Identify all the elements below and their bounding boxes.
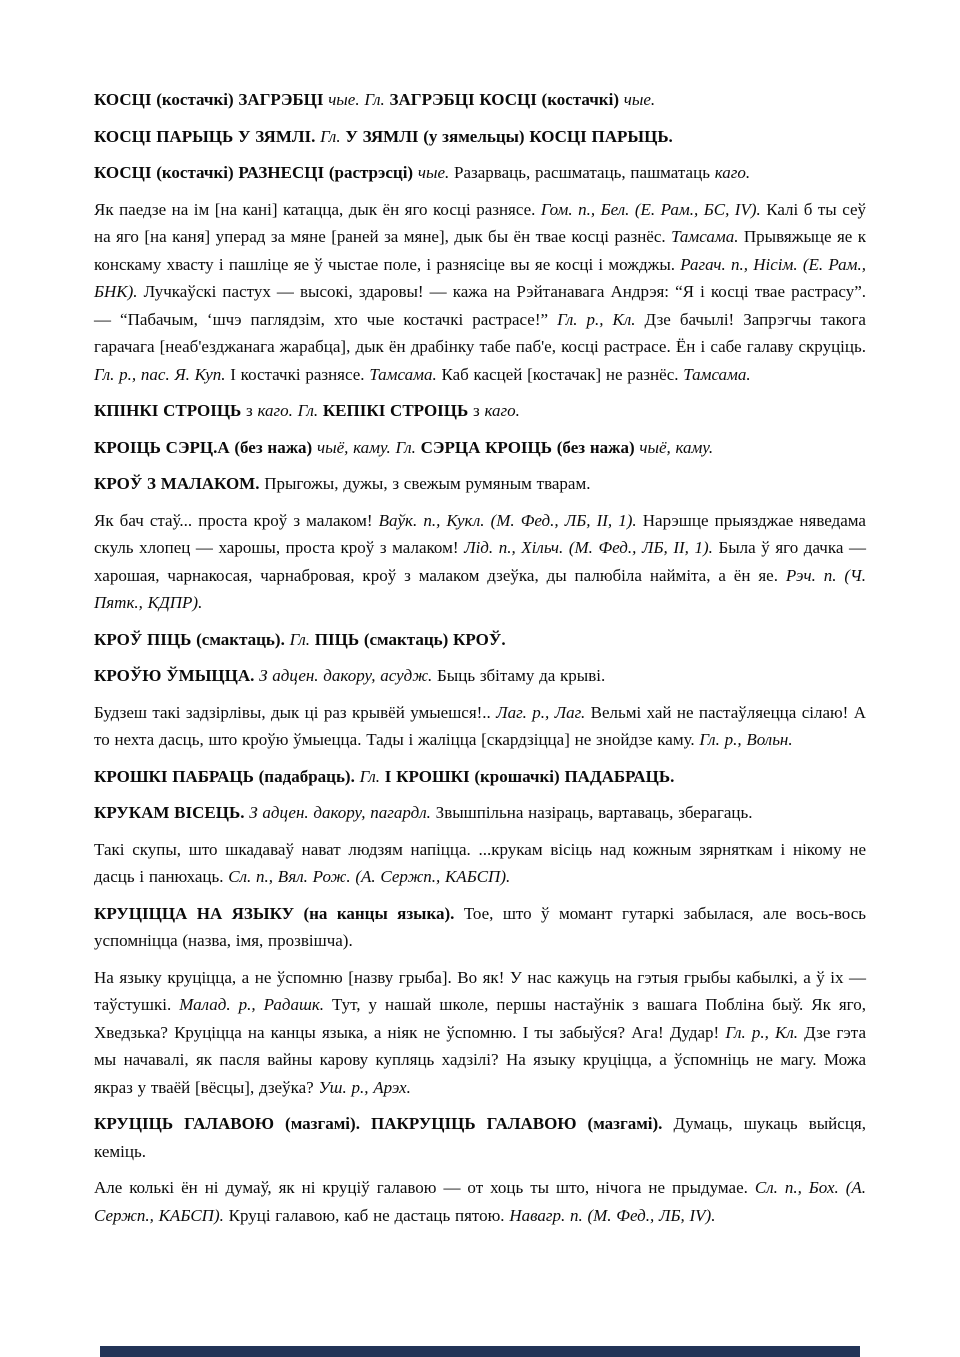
source-reference-text: Гом. п., Бел. (Е. Рам., БС, IV). <box>540 199 767 219</box>
source-reference-text: Гл. р., Кл. <box>557 309 645 329</box>
body-text: Такі скупы, што шкадаваў нават людзям напіцца. ...крукам вісіць над кожным зярняткам і нікому не дасць і панюхаць. <box>94 839 866 886</box>
body-text: Тут, у нашай школе, першы настаўнік з вашага Побліна быў. Як яго, Хведзька? Круціцца на канцы языка, а ніяк не ўспомню. І ты забыўся? Ага! Дудар! <box>94 995 866 1042</box>
source-reference-text: Уш. р., Арэх. <box>318 1077 411 1097</box>
body-text: з <box>246 401 258 420</box>
dictionary-entry-paragraph <box>94 662 866 690</box>
source-reference-text: Навагр. п. (М. Фед., ЛБ, IV). <box>509 1205 716 1225</box>
source-reference-text: Гл. <box>289 629 315 649</box>
body-text: Была ў яго дачка — харошая, чарнакосая, чарнабровая, кроў з малаком дзеўка, ды палюбіла найміта, а ён яе. <box>94 538 866 585</box>
source-reference-text: Гл. р., Кл. <box>725 1022 805 1042</box>
headword-text: КРОЎЮ ЎМЫЦЦА. <box>94 666 260 685</box>
source-reference-text: Рагач. п., Нісім. (Е. Рам., БНК). <box>94 254 866 301</box>
source-reference-text: Рэч. п. (Ч. Пятк., КДПР). <box>94 565 866 612</box>
body-text: Будзеш такі задзірлівы, дык ці раз крывёй умыешся!.. <box>94 702 497 722</box>
source-reference-text: З адцен. дакору, асудж. <box>259 666 438 685</box>
dictionary-entry-paragraph <box>94 159 866 187</box>
dictionary-entry-paragraph <box>94 123 866 151</box>
body-text: Як бач стаў... проста кроў з малаком! <box>94 510 379 530</box>
body-text: Лучкаўскі пастух — высокі, здаровы! — кажа на Рэйтанавага Андрэя: “Я і косці твае растрасу”. — “Пабачым, ‘шчэ паглядзім, хто чые костачкі растрасе!” <box>94 282 866 329</box>
source-reference-text: чые. Гл. <box>328 90 390 109</box>
source-reference-text: Малад. р., Радашк. <box>179 995 333 1014</box>
dictionary-entry-paragraph <box>94 799 866 827</box>
body-text: Прывяжыце яе к конскаму хвасту і пашліце яе ў чыстае поле, і разнясіце вы яе косці і можджы. <box>94 227 866 274</box>
source-reference-text: каго. Гл. <box>257 401 323 420</box>
dictionary-entry-paragraph <box>94 397 866 425</box>
dictionary-entry-paragraph <box>94 470 866 498</box>
headword-text: КОСЦІ ПАРЫЦЬ У ЗЯМЛІ. <box>94 126 321 146</box>
body-text: з <box>473 401 485 420</box>
illustration-paragraph <box>94 507 866 617</box>
body-text: Але колькі ён ні думаў, як ні круціў галавою — от хоць ты што, нічога не прыдумае. <box>94 1178 755 1197</box>
body-text: Дзе бачылі! Запрэгчы такога гарачага [неаб'езджанага жарабца], дык ён драбінку табе паб'е, косці растрасе. Ён і сабе галаву скруціць. <box>94 309 866 356</box>
body-text: Круці галавою, каб не дастаць пятою. <box>228 1205 510 1225</box>
dictionary-entry-paragraph <box>94 900 866 955</box>
headword-text: У ЗЯМЛІ (у зямельцы) КОСЦІ ПАРЫЦЬ. <box>345 126 673 146</box>
headword-text: ПІЦЬ (смактаць) КРОЎ. <box>314 629 506 649</box>
dictionary-entry-paragraph <box>94 434 866 462</box>
source-reference-text: чые. <box>623 90 656 109</box>
illustration-paragraph <box>94 1174 866 1229</box>
body-text: Думаць, шукаць выйсця, кеміць. <box>94 1114 866 1161</box>
dictionary-entry-paragraph <box>94 1110 866 1165</box>
headword-text: КРУЦІЦЦА НА ЯЗЫКУ (на канцы языка). <box>94 903 464 923</box>
body-text: Дзе гэта мы начавалі, як пасля вайны карову купляць хадзілі? На языку круціцца, а ўспомніць не магу. Можа якраз у тваёй [вёсцы], дзеўка? <box>94 1022 866 1097</box>
illustration-paragraph <box>94 699 866 754</box>
source-reference-text: каго. <box>484 401 520 420</box>
source-reference-text: Гл. р., пас. Я. Куп. <box>94 364 231 384</box>
body-text: Нарэшце прыязджае няведама скуль хлопец — харошы, проста кроў з малаком! <box>94 510 866 557</box>
illustration-paragraph <box>94 964 866 1102</box>
source-reference-text: Лаг. р., Лаг. <box>496 702 591 722</box>
headword-text: І КРОШКІ (крошачкі) ПАДАБРАЦЬ. <box>384 766 675 786</box>
headword-text: КРОШКІ ПАБРАЦЬ (падабраць). <box>94 766 360 786</box>
source-reference-text: чые. <box>417 163 455 182</box>
headword-text: КРОІЦЬ СЭРЦ.А (без нажа) <box>94 437 317 457</box>
body-text: Прыгожы, дужы, з свежым румяным тварам. <box>264 474 591 493</box>
source-reference-text: чыё, каму. <box>639 437 714 457</box>
source-reference-text: З адцен. дакору, пагардл. <box>249 803 436 822</box>
illustration-paragraph <box>94 196 866 389</box>
body-text: Вельмі хай не пастаўляецца сілаю! А то нехта дасць, што кроўю ўмыецца. Тады і жаліцца [скардзіцца] не знойдзе каму. <box>94 702 866 749</box>
source-reference-text: Ваўк. п., Кукл. (М. Фед., ЛБ, II, 1). <box>378 510 643 530</box>
body-text: Тое, што ў момант гутаркі забылася, але вось-вось успомніцца (назва, імя, прозвішча). <box>94 903 866 950</box>
dictionary-entry-paragraph <box>94 626 866 654</box>
body-text: Звышпільна назіраць, вартаваць, зберагаць. <box>435 803 753 822</box>
body-text: Разарваць, расшматаць, пашматаць <box>454 163 715 182</box>
body-text: Як паедзе на ім [на кані] катацца, дык ён яго косці разнясе. <box>94 199 541 219</box>
source-reference-text: Гл. р., Вольн. <box>699 730 793 749</box>
headword-text: КОСЦІ (костачкі) ЗАГРЭБЦІ <box>94 90 329 109</box>
body-text: І костачкі разнясе. <box>230 364 370 384</box>
headword-text: КРОЎ З МАЛАКОМ. <box>94 474 265 493</box>
headword-text: КРОЎ ПІЦЬ (смактаць). <box>94 629 290 649</box>
source-reference-text: Гл. <box>320 126 346 146</box>
headword-text: КПІНКІ СТРОІЦЬ <box>94 401 247 420</box>
dictionary-entry-paragraph <box>94 763 866 791</box>
source-reference-text: Тамсама. <box>671 227 744 246</box>
dictionary-entry-paragraph <box>94 86 866 114</box>
body-text: На языку круціцца, а не ўспомню [назву грыба]. Во як! У нас кажуць на гэтыя грыбы кабылкі, а ў іх — таўстушкі. <box>94 967 866 1014</box>
headword-text: КОСЦІ (костачкі) РАЗНЕСЦІ (растрэсці) <box>94 163 418 182</box>
bottom-bar <box>100 1346 860 1357</box>
headword-text: КРУКАМ ВІСЕЦЬ. <box>94 803 250 822</box>
dictionary-text-block <box>94 86 866 1229</box>
headword-text: КЕПІКІ СТРОІЦЬ <box>322 401 474 420</box>
source-reference-text: чыё, каму. Гл. <box>316 437 421 457</box>
headword-text: КРУЦІЦЬ ГАЛАВОЮ (мазгамі). ПАКРУЦІЦЬ ГАЛАВОЮ (мазгамі). <box>94 1114 674 1133</box>
body-text: Калі б ты сеў на яго [на каня] уперад за мяне [раней за мяне], дык бы ён твае косці разнёс. <box>94 199 866 246</box>
source-reference-text: Сл. п., Бох. (А. Сержп., КАБСП). <box>94 1178 866 1225</box>
source-reference-text: Сл. п., Вял. Рож. (А. Сержп., КАБСП). <box>228 867 511 886</box>
source-reference-text: Гл. <box>359 766 385 786</box>
body-text: Быць збітаму да крыві. <box>437 666 606 685</box>
body-text: Каб касцей [костачак] не разнёс. <box>441 364 684 384</box>
source-reference-text: Тамсама. <box>369 364 442 384</box>
source-reference-text: Лід. п., Хільч. (М. Фед., ЛБ, II, 1). <box>464 538 719 557</box>
source-reference-text: Тамсама. <box>683 364 751 384</box>
illustration-paragraph <box>94 836 866 891</box>
headword-text: СЭРЦА КРОІЦЬ (без нажа) <box>420 437 640 457</box>
headword-text: ЗАГРЭБЦІ КОСЦІ (костачкі) <box>389 90 624 109</box>
source-reference-text: каго. <box>714 163 751 182</box>
